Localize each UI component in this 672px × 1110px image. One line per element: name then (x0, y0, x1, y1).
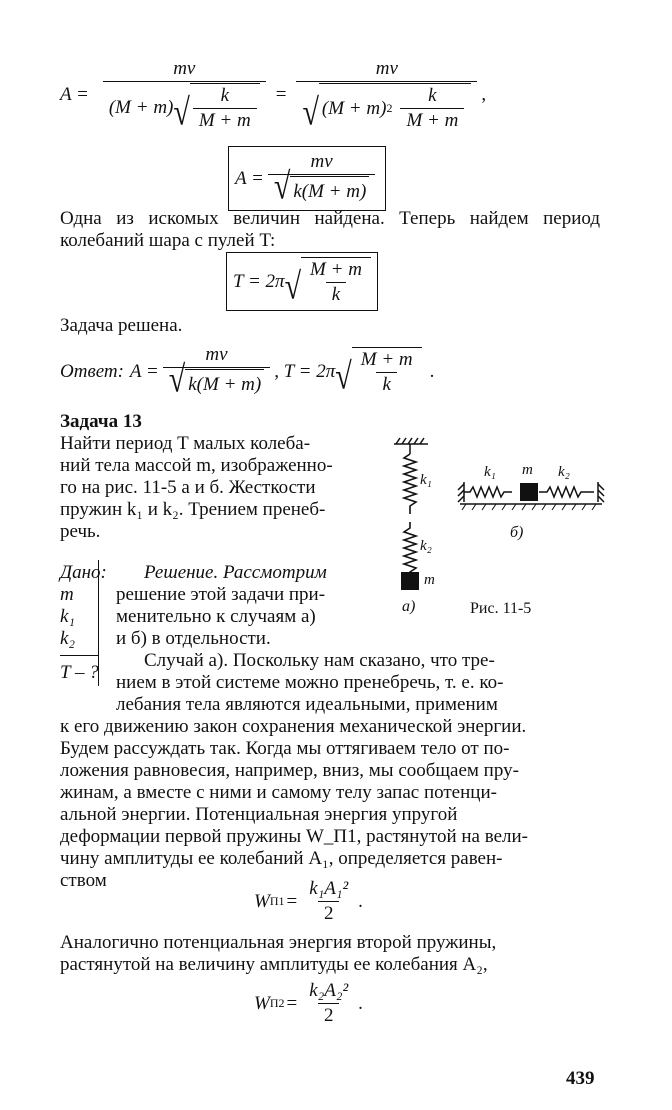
given-label: Дано: (60, 562, 107, 583)
case-line: Случай а). Поскольку нам сказано, что тре- (144, 650, 495, 671)
equation-W1: W П1 = $\frac{\text{k₁A₁²}}{2}$ . (254, 878, 363, 924)
answer-num: mv (205, 344, 228, 365)
boxed-formula-T: T = 2π √ $\frac{M + m}{k}$ (226, 252, 378, 311)
answer-rad: k(M + m) (185, 369, 264, 399)
answer-dot: . (429, 360, 435, 382)
boxed-T-num: M + m (310, 259, 362, 280)
boxed-formula-A: A = mv √ k(M + m) (228, 146, 386, 211)
answer-tnum: M + m (360, 349, 413, 370)
eq1-dot: . (358, 890, 363, 912)
body-line: ством (60, 870, 107, 891)
Mm-den: M + m (193, 108, 257, 132)
numerator-mv-2: mv (375, 58, 398, 79)
case-text (116, 650, 503, 716)
given-item: k₂ (60, 628, 76, 649)
eq1-den: 2 (318, 901, 340, 925)
den-prefix: (M + m) (108, 96, 174, 118)
task-line: пружин k₁ и k₂. Трением пренеб- (60, 499, 326, 520)
solution-line: решение этой задачи при- (116, 584, 326, 605)
answer-line: Ответ: A = mv √ k(M + m) , T = 2π √ $\frac{M + m}{k}$ . (60, 344, 435, 401)
label-case-b: б) (510, 524, 524, 541)
label-m-a: m (424, 572, 435, 588)
boxed-A-num: mv (310, 151, 333, 172)
eq2-dot: . (358, 992, 363, 1014)
boxed-T-den: k (326, 282, 346, 306)
den2: (M + m) (321, 97, 387, 119)
answer-A: A = (129, 360, 159, 382)
given-find: T – ? (60, 662, 99, 683)
label-k2-a: k₂ (420, 538, 432, 554)
answer-tden: k (376, 372, 396, 396)
para2-line: растянутой на величину амплитуды ее колебания A₂, (60, 954, 488, 975)
given-item: k₁ (60, 606, 76, 627)
body-line: чину амплитуды ее колебаний A₁, определяется равен- (60, 848, 503, 869)
task-line: Найти период T малых колеба- (60, 433, 311, 454)
Mm-den-2: M + m (400, 108, 464, 132)
ceiling-mount (394, 438, 428, 454)
solution-line: и б) в отдельности. (116, 628, 271, 649)
task-line: речь. (60, 521, 101, 542)
answer-T: , T = 2π (274, 360, 336, 382)
label-k2-b: k₂ (558, 464, 570, 480)
label-m-b: m (522, 462, 533, 478)
body-line: жинам, а вместе с ними и самому телу запас потенци- (60, 782, 497, 803)
comma: , (481, 84, 487, 105)
case-line: лебания тела являются идеальными, применим (116, 694, 498, 715)
eq1-num: k₁A₁² (309, 878, 349, 899)
figure-caption: Рис. 11-5 (470, 600, 532, 617)
mass-block-a (401, 572, 419, 590)
task-title: Задача 13 (60, 411, 142, 432)
solution-text (116, 562, 327, 650)
k-num-2: k (428, 85, 437, 106)
boxed-A-lhs: A = (235, 167, 264, 189)
body-line: Будем рассуждать так. Когда мы оттягиваем тело от по- (60, 738, 510, 759)
formula-lhs: A = (60, 84, 89, 105)
label-k1-b: k₁ (484, 464, 496, 480)
para2-line: Аналогично потенциальная энергия второй пружины, (60, 932, 497, 953)
label-case-a: а) (402, 598, 416, 615)
boxed-T-lhs: T = 2π (233, 270, 285, 292)
figure-svg (380, 436, 630, 626)
k-num: k (220, 85, 229, 106)
body-line: альной энергии. Потенциальная энергия упругой (60, 804, 458, 825)
body-text (60, 716, 528, 892)
body-line: к его движению закон сохранения механической энергии. (60, 716, 527, 737)
given-vertical-rule (98, 560, 99, 686)
square: 2 (386, 101, 393, 115)
eq1-sub: П1 (269, 894, 285, 908)
eq2-W: W (254, 992, 270, 1014)
mass-block-b (520, 483, 538, 501)
label-k1-a: k₁ (420, 472, 432, 488)
task-text (60, 433, 333, 543)
solved-text: Задача решена. (60, 315, 183, 336)
formula-amplitude-derivation: A = mv (M + m) √ $\frac{k}{M + m}$ = mv √ (M + m) 2 $\frac{k}{M + m}$ , (60, 58, 487, 134)
body-line: деформации первой пружины W_П1, растянутой на вели- (60, 826, 529, 847)
task-line: ний тела массой m, изображенно- (60, 455, 333, 476)
eq2-sub: П2 (269, 996, 285, 1010)
figure-springs (380, 436, 630, 626)
eq1-W: W (254, 890, 270, 912)
given-separator (60, 655, 98, 656)
paragraph-found: Одна из искомых величин найдена. Теперь найдем период колебаний шара с пулей T: (60, 208, 600, 251)
case-line: нием в этой системе можно пренебречь, т. е. ко- (116, 672, 504, 693)
given-item: m (60, 584, 74, 605)
paragraph-analog (60, 932, 496, 976)
solution-line: менительно к случаям а) (116, 606, 316, 627)
eq2-num: k₂A₂² (309, 980, 349, 1001)
spring-k1 (404, 454, 416, 514)
floor-hatch (462, 504, 596, 510)
eq2-den: 2 (318, 1003, 340, 1027)
page-number: 439 (566, 1068, 595, 1089)
numerator-mv: mv (173, 58, 196, 79)
given-block (60, 562, 107, 650)
boxed-A-rad: k(M + m) (290, 176, 369, 206)
equals-sign: = (275, 84, 287, 105)
answer-label: Ответ: (60, 360, 124, 382)
spring-k2 (404, 522, 416, 580)
solution-line: Решение. Рассмотрим (144, 562, 327, 583)
equation-W2: W П2 = $\frac{\text{k₂A₂²}}{2}$ . (254, 980, 363, 1026)
task-line: го на рис. 11-5 а и б. Жесткости (60, 477, 316, 498)
body-line: ложения равновесия, например, вниз, мы сообщаем пру- (60, 760, 519, 781)
